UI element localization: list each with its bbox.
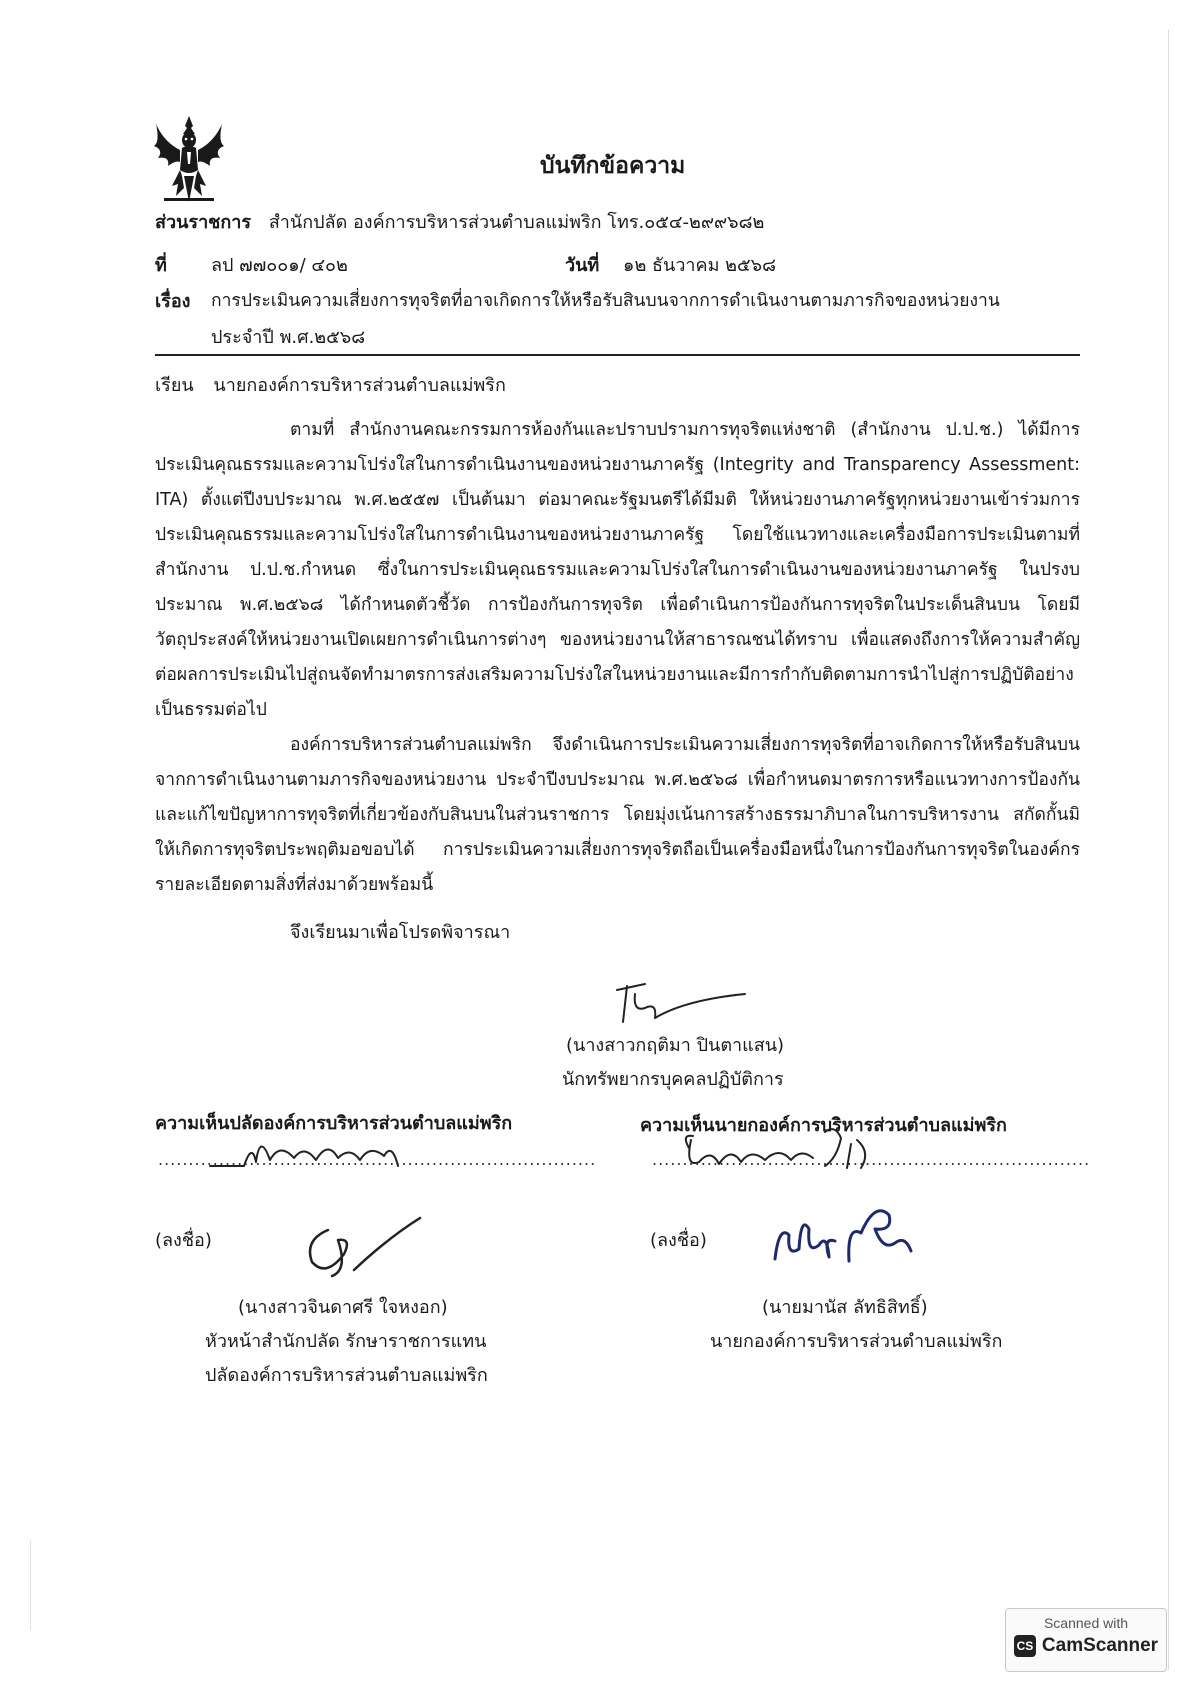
subject-line-1: การประเมินความเสี่ยงการทุจริตที่อาจเกิดการให้หรือรับสินบนจากการดำเนินงานตามภารกิจของหน่วยงาน [211, 291, 1000, 311]
mayor-opinion-dotted-line: ........................................................................ [652, 1150, 1091, 1169]
camscanner-name: CamScanner [1041, 1635, 1159, 1656]
body-paragraph-2: องค์การบริหารส่วนตำบลแม่พริก จึงดำเนินการประเมินความเสี่ยงการทุจริตที่อาจเกิดการให้หรือรับสินบนจากการดำเนินงานตามภารกิจของหน่วยงาน ประจำปีงบประมาณ พ.ศ.๒๕๖๘ เพื่อกำหนดมาตรการหรือแนวทางการป้องกันและแก้ไขปัญหาการทุจริตที่เกี่ยวข้องกับสินบนในส่วนราชการ โดยมุ่งเน้นการสร้างธรรมาภิบาลในการบริหารงาน สกัดกั้นมิให้เกิดการทุจริตประพฤติมอขอบได้ การประเมินความเสี่ยงการทุจริตถือเป็นเครื่องมือหนึ่งในการป้องกันการทุจริตในองค์กร รายละเอียดตามสิ่งที่ส่งมาด้วยพร้อมนี้ [155, 735, 1080, 895]
mayor-signature [765, 1195, 925, 1275]
reference-row [155, 250, 348, 279]
addressee-label: เรียน [155, 375, 194, 396]
date-row [565, 250, 776, 279]
agency-value: สำนักปลัด องค์การบริหารส่วนตำบลแม่พริก โทร.๐๕๔-๒๙๙๖๘๒ [268, 212, 765, 233]
author-position: นักทรัพยากรบุคคลปฏิบัติการ [562, 1069, 784, 1090]
camscanner-brand [1006, 1635, 1166, 1657]
subject-line-2: ประจำปี พ.ศ.๒๕๖๘ [211, 327, 366, 348]
mayor-opinion-heading: ความเห็นนายกองค์การบริหารส่วนตำบลแม่พริก [640, 1115, 1007, 1136]
agency-row [155, 207, 764, 236]
camscanner-logo-icon: CS [1014, 1635, 1036, 1657]
deputy-position-1: หัวหน้าสำนักปลัด รักษาราชการแทน [205, 1331, 487, 1352]
document-title: บันทึกข้อความ [540, 153, 686, 179]
body-paragraph-1: ตามที่ สำนักงานคณะกรรมการห้องกันและปราบปรามการทุจริตแห่งชาติ (สำนักงาน ป.ป.ช.) ได้มีการประเมินคุณธรรมและความโปร่งใสในการดำเนินงานของหน่วยงานภาครัฐ (Integrity and Transparency Assessment: ITA) ตั้งแต่ปีงบประมาณ พ.ศ.๒๕๕๗ เป็นต้นมา ต่อมาคณะรัฐมนตรีได้มีมติ ให้หน่วยงานภาครัฐทุกหน่วยงานเข้าร่วมการประเมินคุณธรรมและความโปร่งใสในการดำเนินงานของหน่วยงานภาครัฐ โดยใช้แนวทางและเครื่องมือการประเมินตามที่สำนักงาน ป.ป.ช.กำหนด ซึ่งในการประเมินคุณธรรมและความโปร่งใสในการดำเนินงานของหน่วยงานภาครัฐ ในปรงบประมาณ พ.ศ.๒๕๖๘ ได้กำหนดตัวชี้วัด การป้องกันการทุจริต เพื่อดำเนินการป้องกันการทุจริตในประเด็นสินบน โดยมีวัตถุประสงค์ให้หน่วยงานเปิดเผยการดำเนินการต่างๆ ของหน่วยงานให้สาธารณชนได้ทราบ เพื่อแสดงถึงการให้ความสำคัญต่อผลการประเมินไปสู่ถนจัดทำมาตรการส่งเสริมความโปร่งใสในหน่วยงานและมีการกำกับติดตามการนำไปสู่การปฏิบัติอย่างเป็นธรรมต่อไป [155, 420, 1080, 720]
deputy-position-2: ปลัดองค์การบริหารส่วนตำบลแม่พริก [205, 1365, 488, 1386]
camscanner-caption: Scanned with [1043, 1615, 1129, 1631]
date-value: ๑๒ ธันวาคม ๒๕๖๘ [623, 255, 776, 276]
author-signature [605, 978, 755, 1028]
deputy-signature [298, 1210, 438, 1285]
scan-edge-line [1168, 30, 1169, 1670]
agency-label: ส่วนราชการ [155, 212, 252, 233]
closing-line: จึงเรียนมาเพื่อโปรดพิจารณา [290, 922, 511, 943]
addressee-row [155, 370, 506, 399]
memo-body [155, 413, 1080, 903]
reference-label: ที่ [155, 255, 167, 276]
subject-label: เรื่อง [155, 291, 191, 312]
subject-row [155, 286, 1000, 315]
deputy-opinion-heading: ความเห็นปลัดองค์การบริหารส่วนตำบลแม่พริก [155, 1113, 513, 1134]
header-divider [155, 354, 1080, 356]
mayor-sign-label: (ลงชื่อ) [650, 1230, 707, 1251]
author-name: (นางสาวกฤติมา ปินตาแสน) [566, 1035, 785, 1056]
mayor-position: นายกองค์การบริหารส่วนตำบลแม่พริก [710, 1331, 1003, 1352]
reference-value: ลป ๗๗๐๐๑/ ๔๐๒ [211, 255, 348, 276]
garuda-emblem-icon [150, 112, 228, 204]
deputy-opinion-dotted-line: ........................................................................ [158, 1150, 597, 1169]
deputy-name: (นางสาวจินดาศรี ใจหงอก) [238, 1297, 448, 1318]
scan-edge-line [30, 1540, 31, 1630]
camscanner-watermark [1005, 1608, 1167, 1672]
deputy-sign-label: (ลงชื่อ) [155, 1230, 212, 1251]
date-label: วันที่ [565, 255, 600, 276]
mayor-name: (นายมานัส ลัทธิสิทธิ์) [762, 1297, 928, 1318]
addressee-value: นายกองค์การบริหารส่วนตำบลแม่พริก [213, 375, 506, 396]
